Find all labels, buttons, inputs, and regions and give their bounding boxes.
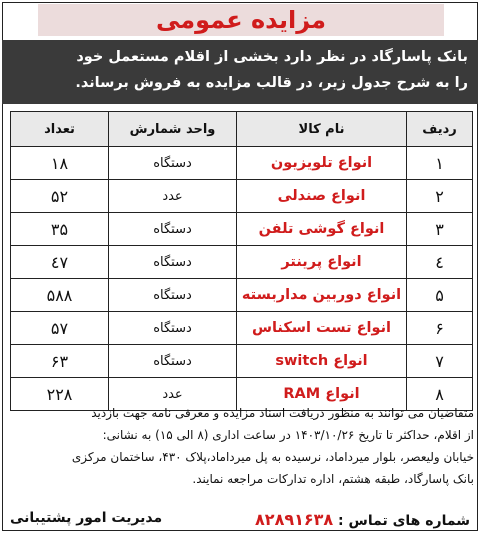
row-index: ۲ — [407, 180, 473, 213]
row-item-name: انواع پرینتر — [237, 246, 407, 279]
intro-line: را به شرح جدول زیر، در قالب مزایده به فروش برساند. — [75, 75, 468, 91]
row-item-name: انواع گوشی تلفن — [237, 213, 407, 246]
row-index: ٤ — [407, 246, 473, 279]
contact-label: شماره های تماس : — [338, 513, 470, 529]
row-unit: دستگاه — [109, 246, 237, 279]
row-unit: دستگاه — [109, 279, 237, 312]
table-header-row — [11, 112, 473, 147]
notice-line: از اقلام، حداکثر تا تاریخ ۱۴۰۳/۱۰/۲۶ در ساعت اداری (۸ الی ۱۵) به نشانی: — [102, 428, 474, 442]
table-row — [11, 147, 473, 180]
row-unit: عدد — [109, 378, 237, 411]
contact-number: ۸۲۸۹۱۶۳۸ — [255, 510, 334, 529]
row-item-name: انواع تلویزیون — [237, 147, 407, 180]
row-unit: عدد — [109, 180, 237, 213]
row-unit: دستگاه — [109, 213, 237, 246]
row-index: ۳ — [407, 213, 473, 246]
table-row — [11, 279, 473, 312]
table-row — [11, 213, 473, 246]
row-item-name: انواع دوربین مداربسته — [237, 279, 407, 312]
notice-text — [8, 402, 474, 490]
row-count: ٤۷ — [11, 246, 109, 279]
table-row — [11, 180, 473, 213]
table-row — [11, 246, 473, 279]
title-box — [38, 4, 444, 36]
notice-line: بانک پاسارگاد، طبقه هشتم، اداره تدارکات مراجعه نمایند. — [192, 472, 474, 486]
header-item-name: نام کالا — [237, 112, 407, 147]
row-count: ۲۲۸ — [11, 378, 109, 411]
notice-line: متقاضیان می توانند به منظور دریافت اسناد مزایده و معرفی نامه جهت بازدید — [91, 406, 474, 420]
table-row — [11, 345, 473, 378]
row-item-name: انواع RAM — [237, 378, 407, 411]
row-count: ۵۲ — [11, 180, 109, 213]
row-count: ۱۸ — [11, 147, 109, 180]
row-unit: دستگاه — [109, 147, 237, 180]
row-unit: دستگاه — [109, 345, 237, 378]
row-unit: دستگاه — [109, 312, 237, 345]
row-count: ۶۳ — [11, 345, 109, 378]
intro-banner — [2, 40, 478, 104]
row-index: ۱ — [407, 147, 473, 180]
row-item-name: انواع switch — [237, 345, 407, 378]
row-count: ۵۸۸ — [11, 279, 109, 312]
header-count: تعداد — [11, 112, 109, 147]
table-row — [11, 312, 473, 345]
department-signature: مدیریت امور پشتیبانی — [10, 510, 163, 526]
footer — [6, 510, 474, 534]
row-item-name: انواع تست اسکناس — [237, 312, 407, 345]
row-index: ۸ — [407, 378, 473, 411]
ad-title: مزایده عمومی — [155, 6, 327, 34]
header-index: ردیف — [407, 112, 473, 147]
intro-line: بانک پاسارگاد در نظر دارد بخشی از اقلام مستعمل خود — [76, 49, 468, 65]
row-count: ۳۵ — [11, 213, 109, 246]
row-index: ۵ — [407, 279, 473, 312]
row-index: ۶ — [407, 312, 473, 345]
contact-info — [255, 510, 470, 529]
items-table — [10, 111, 473, 411]
row-item-name: انواع صندلی — [237, 180, 407, 213]
notice-line: خیابان ولیعصر، بلوار میرداماد، نرسیده به پل میرداماد،پلاک ۴۳۰، ساختمان مرکزی — [71, 450, 474, 464]
row-index: ۷ — [407, 345, 473, 378]
header-unit: واحد شمارش — [109, 112, 237, 147]
row-count: ۵۷ — [11, 312, 109, 345]
